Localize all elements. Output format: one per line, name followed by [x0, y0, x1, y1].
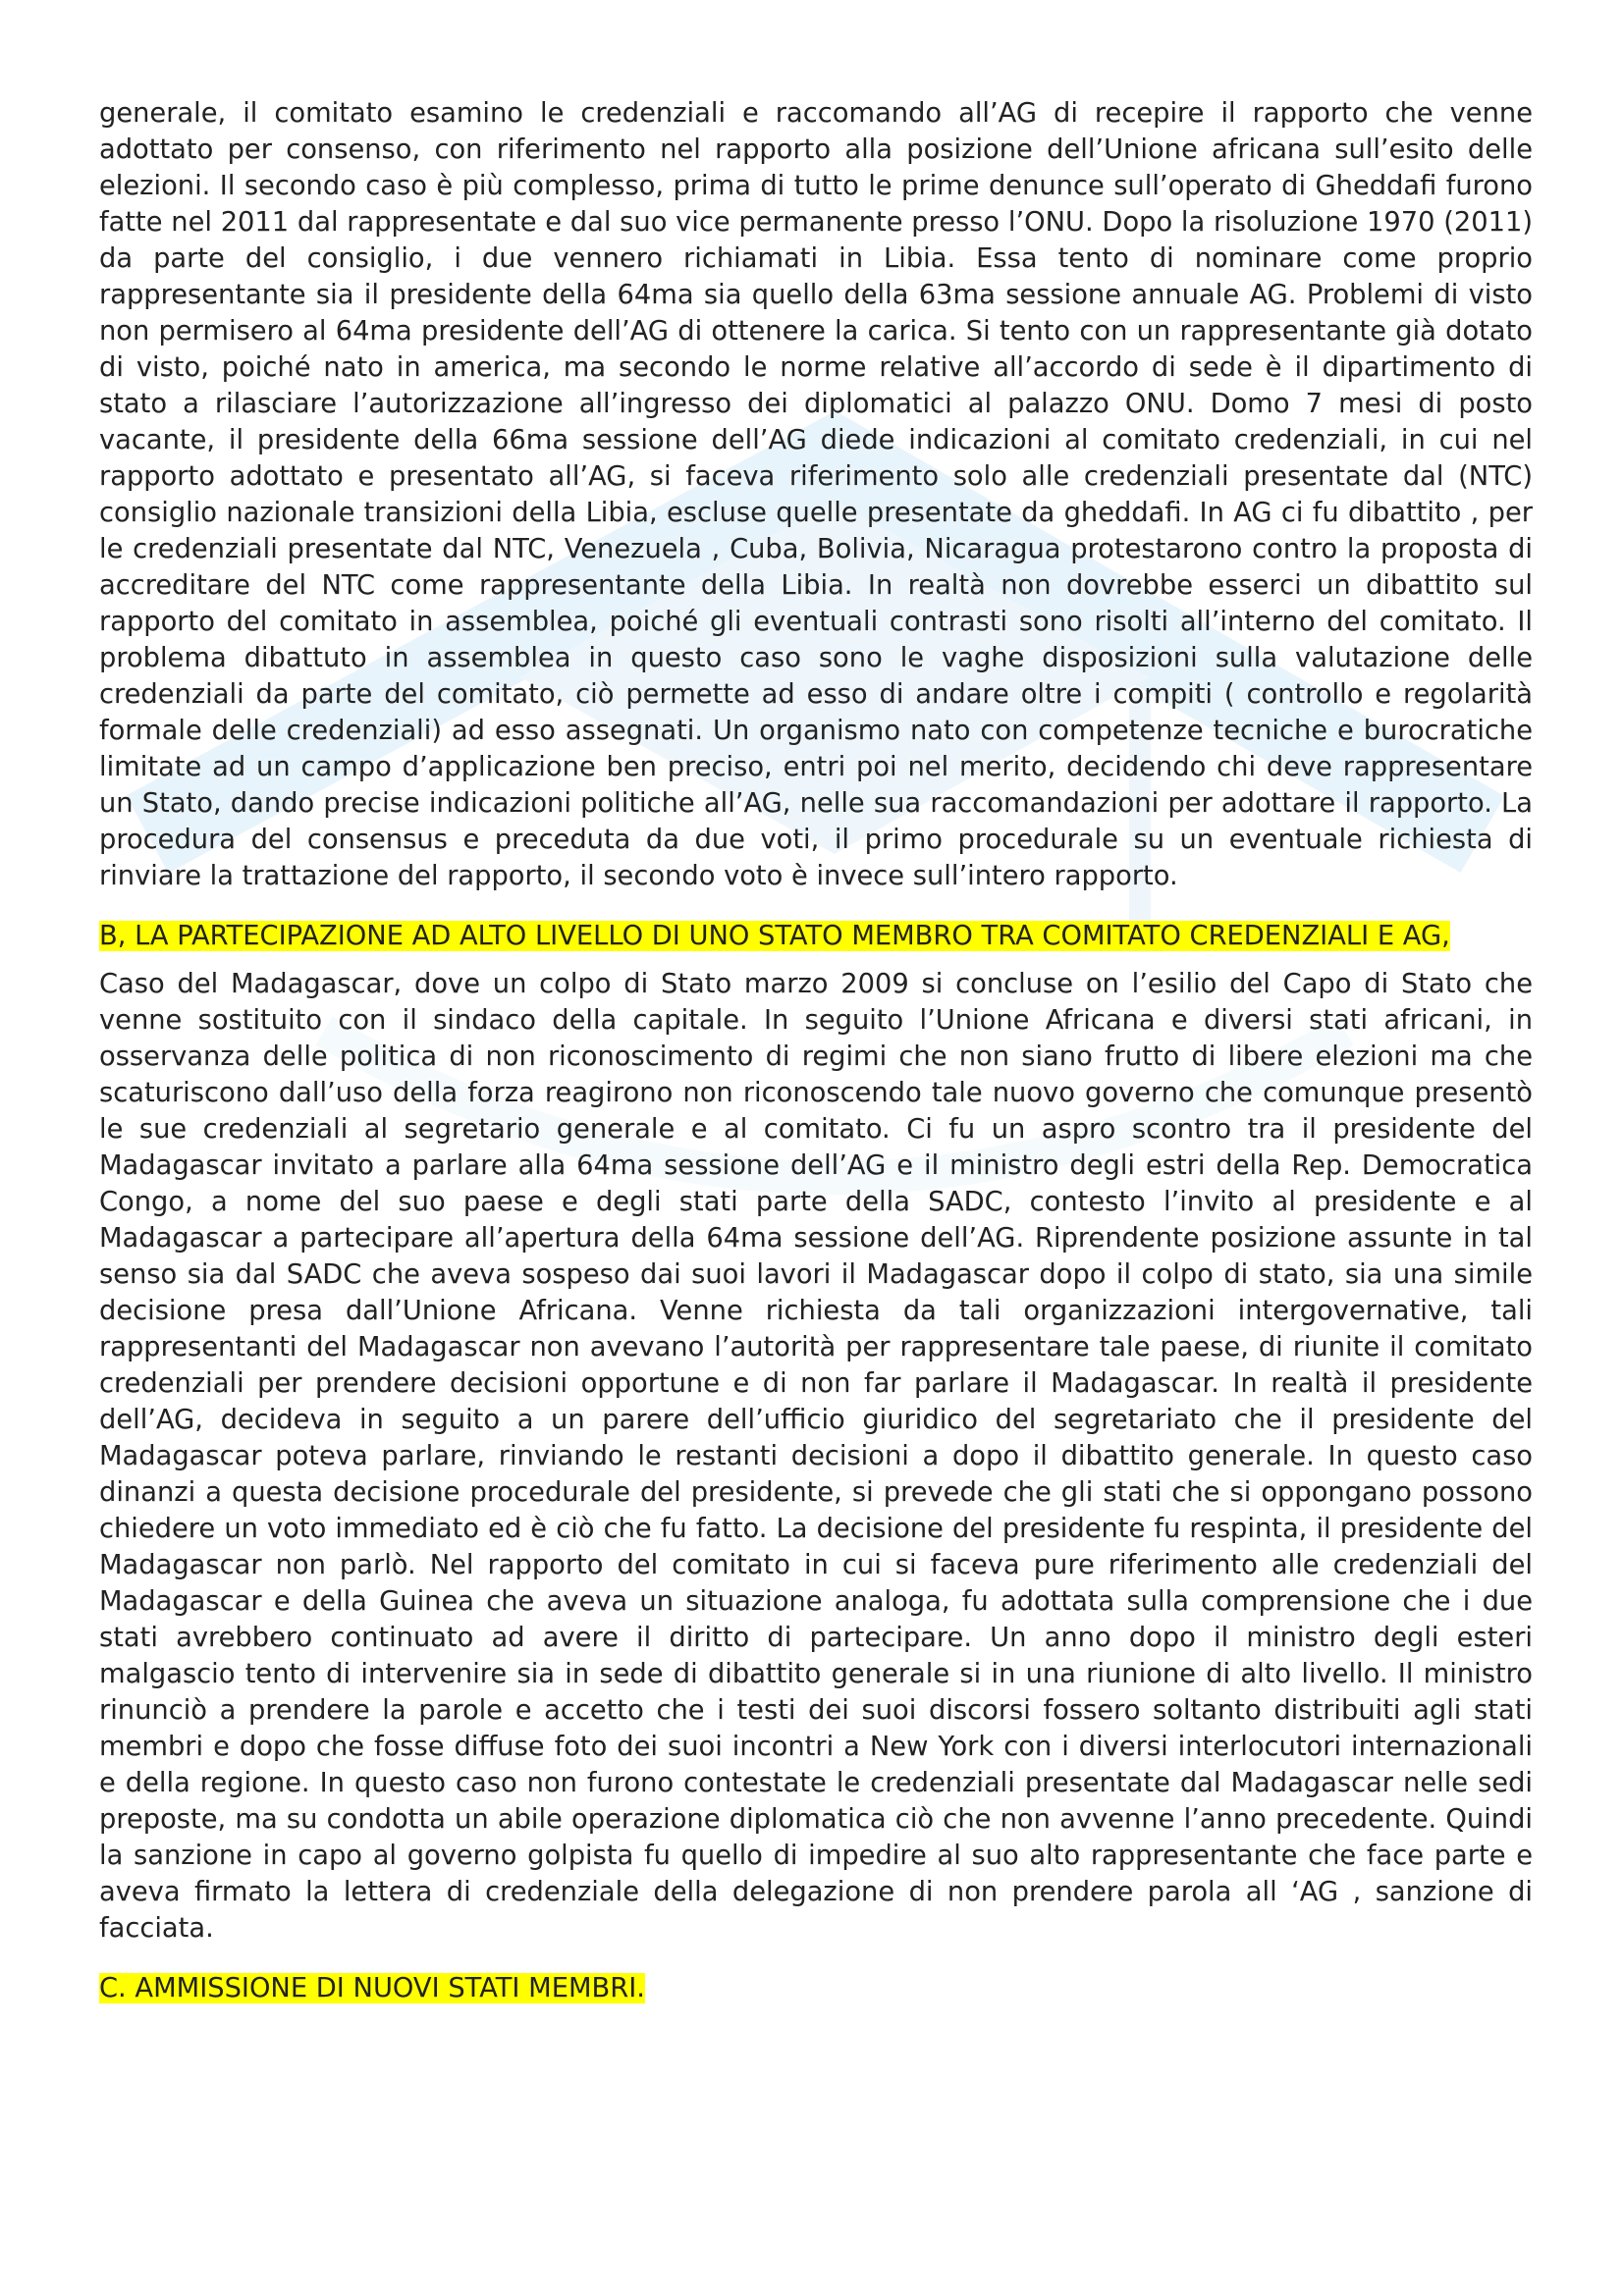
section-heading-c-text: C. AMMISSIONE DI NUOVI STATI MEMBRI.	[99, 1973, 645, 2003]
section-heading-b	[99, 918, 1533, 954]
section-heading-b-text: B, LA PARTECIPAZIONE AD ALTO LIVELLO DI UNO STATO MEMBRO TRA COMITATO CREDENZIALI E AG,	[99, 921, 1450, 951]
body-paragraph-1: generale, il comitato esamino le credenziali e raccomando all’AG di recepire il rapporto che venne adottato per consenso, con riferimento nel rapporto alla posizione dell’Unione africana sull’esito delle elezioni. Il secondo caso è più complesso, prima di tutto le prime denunce sull’operato di Gheddafi furono fatte nel 2011 dal rappresentate e dal suo vice permanente presso l’ONU. Dopo la risoluzione 1970 (2011) da parte del consiglio, i due vennero richiamati in Libia. Essa tento di nominare come proprio rappresentante sia il presidente della 64ma sia quello della 63ma sessione annuale AG. Problemi di visto non permisero al 64ma presidente dell’AG di ottenere la carica. Si tento con un rappresentante già dotato di visto, poiché nato in america, ma secondo le norme relative all’accordo di sede è il dipartimento di stato a rilasciare l’autorizzazione all’ingresso dei diplomatici al palazzo ONU. Domo 7 mesi di posto vacante, il presidente della 66ma sessione dell’AG diede indicazioni al comitato credenziali, in cui nel rapporto adottato e presentato all’AG, si faceva riferimento solo alle credenziali presentate dal (NTC) consiglio nazionale transizioni della Libia, escluse quelle presentate da gheddafi. In AG ci fu dibattito , per le credenziali presentate dal NTC, Venezuela , Cuba, Bolivia, Nicaragua protestarono contro la proposta di accreditare del NTC come rappresentante della Libia. In realtà non dovrebbe esserci un dibattito sul rapporto del comitato in assemblea, poiché gli eventuali contrasti sono risolti all’interno del comitato. Il problema dibattuto in assemblea in questo caso sono le vaghe disposizioni sulla valutazione delle credenziali da parte del comitato, ciò permette ad esso di andare oltre i compiti ( controllo e regolarità formale delle credenziali) ad esso assegnati. Un organismo nato con competenze tecniche e burocratiche limitate ad un campo d’applicazione ben preciso, entri poi nel merito, decidendo chi deve rappresentare un Stato, dando precise indicazioni politiche all’AG, nelle sua raccomandazioni per adottare il rapporto. La procedura del consensus e preceduta da due voti, il primo procedurale su un eventuale richiesta di rinviare la trattazione del rapporto, il secondo voto è invece sull’intero rapporto.	[99, 98, 1533, 891]
document-page	[99, 95, 1533, 2018]
body-paragraph-2: Caso del Madagascar, dove un colpo di Stato marzo 2009 si concluse on l’esilio del Capo di Stato che venne sostituito con il sindaco della capitale. In seguito l’Unione Africana e diversi stati africani, in osservanza delle politica di non riconoscimento di regimi che non siano frutto di libere elezioni ma che scaturiscono dall’uso della forza reagirono non riconoscendo tale nuovo governo che comunque presentò le sue credenziali al segretario generale e al comitato. Ci fu un aspro scontro tra il presidente del Madagascar invitato a parlare alla 64ma sessione dell’AG e il ministro degli estri della Rep. Democratica Congo, a nome del suo paese e degli stati parte della SADC, contesto l’invito al presidente e al Madagascar a partecipare all’apertura della 64ma sessione dell’AG. Riprendente posizione assunte in tal senso sia dal SADC che aveva sospeso dai suoi lavori il Madagascar dopo il colpo di stato, sia una simile decisione presa dall’Unione Africana. Venne richiesta da tali organizzazioni intergovernative, tali rappresentanti del Madagascar non avevano l’autorità per rappresentare tale paese, di riunite il comitato credenziali per prendere decisioni opportune e di non far parlare il Madagascar. In realtà il presidente dell’AG, decideva in seguito a un parere dell’ufficio giuridico del segretariato che il presidente del Madagascar poteva parlare, rinviando le restanti decisioni a dopo il dibattito generale. In questo caso dinanzi a questa decisione procedurale del presidente, si prevede che gli stati che si oppongano possono chiedere un voto immediato ed è ciò che fu fatto. La decisione del presidente fu respinta, il presidente del Madagascar non parlò. Nel rapporto del comitato in cui si faceva pure riferimento alle credenziali del Madagascar e della Guinea che aveva un situazione analoga, fu adottata sulla comprensione che i due stati avrebbero continuato ad avere il diritto di partecipare. Un anno dopo il ministro degli esteri malgascio tento di intervenire sia in sede di dibattito generale si in una riunione di alto livello. Il ministro rinunciò a prendere la parole e accetto che i testi dei suoi discorsi fossero soltanto distribuiti agli stati membri e dopo che fosse diffuse foto dei suoi incontri a New York con i diversi interlocutori internazionali e della regione. In questo caso non furono contestate le credenziali presentate dal Madagascar nelle sedi preposte, ma su condotta un abile operazione diplomatica ciò che non avvenne l’anno precedente. Quindi la sanzione in capo al governo golpista fu quello di impedire al suo alto rappresentante che face parte e aveva firmato la lettera di credenziale della delegazione di non prendere parola all ‘AG , sanzione di facciata.	[99, 969, 1533, 1944]
section-heading-c	[99, 1970, 1533, 2006]
